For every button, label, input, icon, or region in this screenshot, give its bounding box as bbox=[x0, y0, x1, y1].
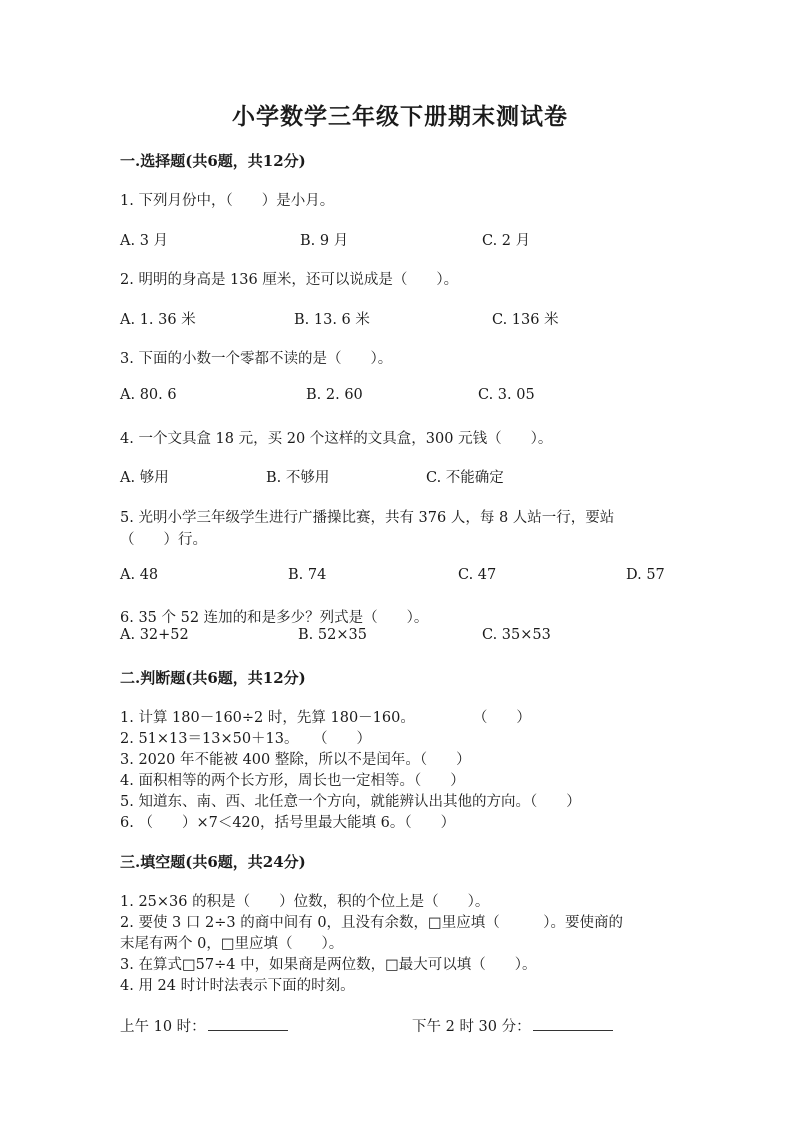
question-stem: 6. 35 个 52 连加的和是多少？列式是（ ）。 bbox=[120, 610, 429, 626]
option: A. 48 bbox=[120, 567, 159, 583]
fill-item: 3. 在算式□57÷4 中，如果商是两位数，□最大可以填（ ）。 bbox=[120, 957, 537, 973]
judge-item: 2. 51×13＝13×50＋13。 （ ） bbox=[120, 731, 371, 747]
option: C. 2 月 bbox=[482, 233, 531, 249]
page-title: 小学数学三年级下册期末测试卷 bbox=[232, 103, 568, 130]
fill-item: 2. 要使 3 口 2÷3 的商中间有 0，且没有余数，□里应填（ ）。要使商的 bbox=[120, 915, 623, 931]
judge-item: 3. 2020 年不能被 400 整除，所以不是闰年。（ ） bbox=[120, 752, 471, 768]
judge-item: 5. 知道东、南、西、北任意一个方向，就能辨认出其他的方向。（ ） bbox=[120, 794, 581, 810]
time-label: 上午 10 时： bbox=[120, 1019, 206, 1035]
option: A. 80. 6 bbox=[120, 387, 177, 403]
option: C. 47 bbox=[458, 567, 497, 583]
option: A. 32+52 bbox=[120, 627, 189, 643]
judge-item: 6. （ ）×7＜420，括号里最大能填 6。（ ） bbox=[120, 815, 456, 831]
answer-blank[interactable] bbox=[208, 1016, 288, 1031]
time-answer bbox=[120, 1015, 288, 1036]
option: B. 2. 60 bbox=[306, 387, 363, 403]
option: A. 1. 36 米 bbox=[120, 312, 196, 328]
fill-item: 1. 25×36 的积是（ ）位数，积的个位上是（ ）。 bbox=[120, 894, 490, 910]
option: D. 57 bbox=[626, 567, 665, 583]
option: A. 3 月 bbox=[120, 233, 169, 249]
question-stem: 5. 光明小学三年级学生进行广播操比赛，共有 376 人，每 8 人站一行，要站 bbox=[120, 510, 615, 526]
question-stem: 4. 一个文具盒 18 元，买 20 个这样的文具盒，300 元钱（ ）。 bbox=[120, 431, 553, 447]
option: C. 136 米 bbox=[492, 312, 559, 328]
option: B. 52×35 bbox=[298, 627, 367, 643]
fill-item: 4. 用 24 时计时法表示下面的时刻。 bbox=[120, 978, 355, 994]
judge-item: 1. 计算 180－160÷2 时，先算 180－160。 （ ） bbox=[120, 710, 531, 726]
option: B. 不够用 bbox=[266, 470, 330, 486]
section-heading-fill: 三.填空题(共6题，共24分) bbox=[120, 853, 306, 871]
question-stem: 2. 明明的身高是 136 厘米，还可以说成是（ ）。 bbox=[120, 272, 459, 288]
section-heading-choice: 一.选择题(共6题，共12分) bbox=[120, 152, 306, 170]
section-heading-judge: 二.判断题(共6题，共12分) bbox=[120, 669, 306, 687]
option: C. 35×53 bbox=[482, 627, 551, 643]
question-stem-continued: （ ）行。 bbox=[120, 532, 207, 548]
answer-blank[interactable] bbox=[533, 1016, 613, 1031]
time-answer bbox=[412, 1015, 613, 1036]
judge-item: 4. 面积相等的两个长方形，周长也一定相等。（ ） bbox=[120, 773, 465, 789]
fill-item-continued: 末尾有两个 0，□里应填（ ）。 bbox=[120, 936, 344, 952]
question-stem: 1. 下列月份中，（ ）是小月。 bbox=[120, 193, 335, 209]
option: A. 够用 bbox=[120, 470, 169, 486]
option: B. 9 月 bbox=[300, 233, 349, 249]
option: B. 13. 6 米 bbox=[294, 312, 370, 328]
option: B. 74 bbox=[288, 567, 327, 583]
option: C. 3. 05 bbox=[478, 387, 535, 403]
question-stem: 3. 下面的小数一个零都不读的是（ ）。 bbox=[120, 351, 393, 367]
option: C. 不能确定 bbox=[426, 470, 504, 486]
time-label: 下午 2 时 30 分： bbox=[412, 1019, 531, 1035]
